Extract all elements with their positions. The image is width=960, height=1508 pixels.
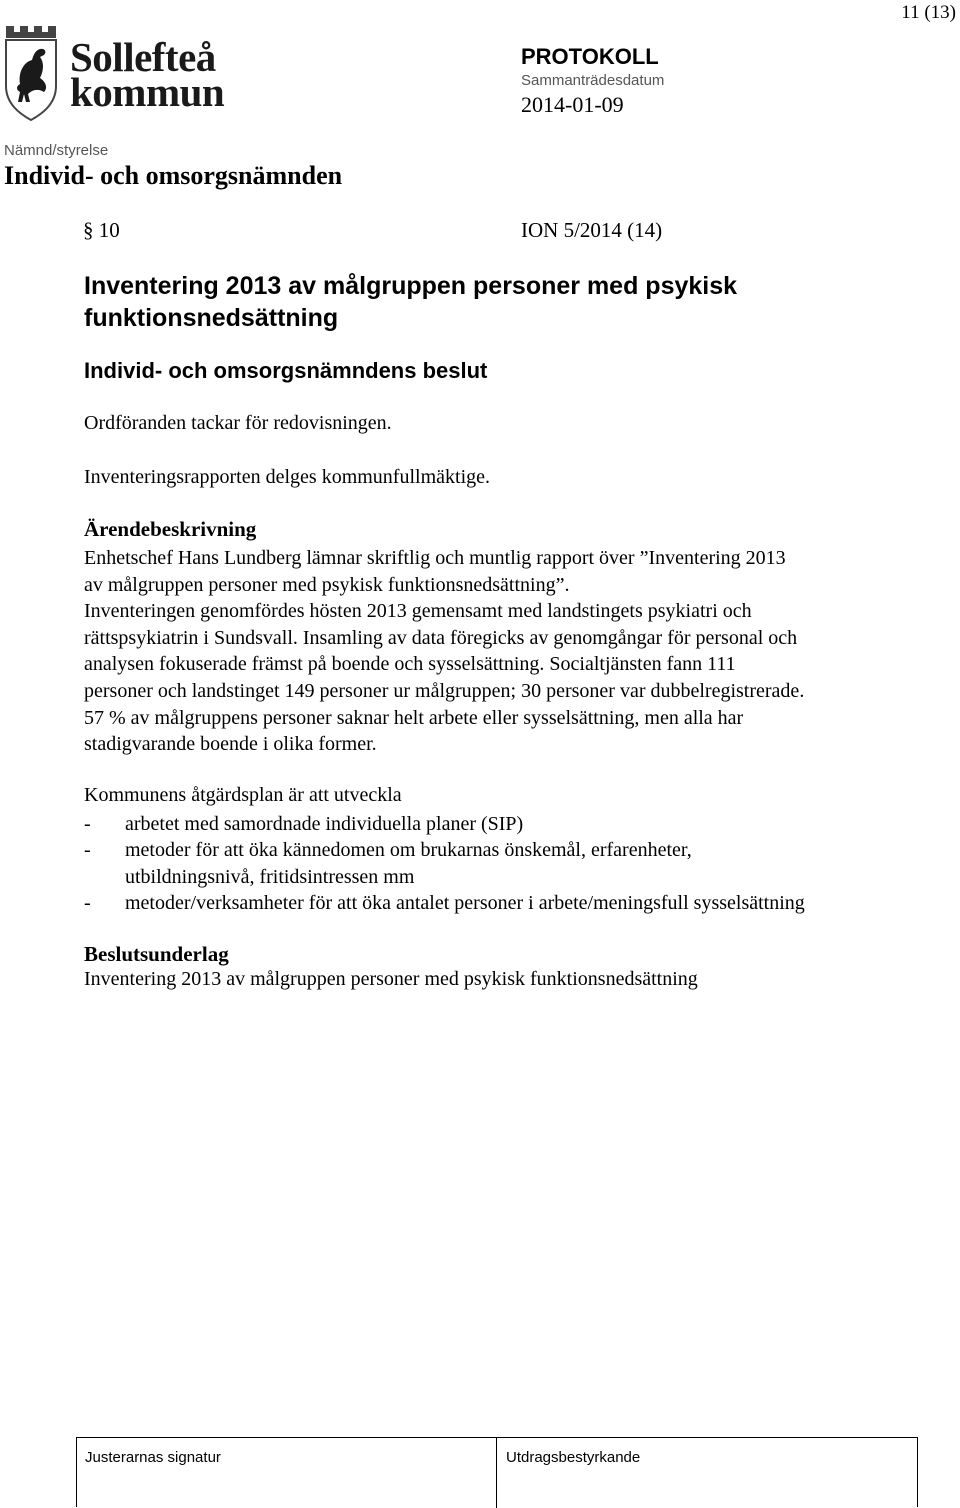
logo-wordmark [70,34,225,115]
meeting-date: 2014-01-09 [521,92,624,117]
adjusters-signature-label: Justerarnas signatur [85,1449,221,1466]
meeting-date-label: Sammanträdesdatum [521,72,665,89]
page-number: 11 (13) [901,2,956,23]
coat-of-arms-capercaillie-icon [2,22,64,122]
certified-extract-label: Utdragsbestyrkande [506,1449,641,1466]
decision-line: Ordföranden tackar för redovisningen. [84,412,392,434]
decision-line: Inventeringsrapporten delges kommunfullmäktige. [84,466,491,488]
bullet-dash: - [84,892,91,914]
action-plan-item-text: metoder för att öka kännedomen om brukarnas önskemål, erfarenheter, [125,839,692,861]
logo-wordmark-line1: Sollefteå [70,34,216,80]
decision-heading: Individ- och omsorgsnämndens beslut [84,358,488,383]
bullet-dash: - [84,813,91,835]
action-plan-intro: Kommunens åtgärdsplan är att utveckla [84,784,402,806]
action-plan-item-text-continued: utbildningsnivå, fritidsintressen mm [125,865,415,888]
paragraph-number: § 10 [83,218,120,242]
board-label: Nämnd/styrelse [4,142,109,159]
case-description-body: Enhetschef Hans Lundberg lämnar skriftlig och muntlig rapport över ”Inventering 2013 av målgruppen personer med psykisk funktionsnedsättning”. Inventeringen genomfördes hösten 2013 gemensamt med landstingets psykiatri och rättspsykiatrin i Sundsvall. Insamling av data föregicks av genomgångar för personal och analysen fokuserade främst på boende och sysselsättning. Socialtjänsten fann 111 personer och landstinget 149 personer ur målgruppen; 30 personer var dubbelregistrerade. 57 % av målgruppens personer saknar helt arbete eller sysselsättning, men alla har stadigvarande boende i olika former. [84,547,805,756]
logo-wordmark-line2: kommun [70,69,225,115]
action-plan-item-text: metoder/verksamheter för att öka antalet personer i arbete/meningsfull sysselsättning [125,892,805,914]
board-name: Individ- och omsorgsnämnden [4,161,343,190]
municipality-logo [2,22,262,130]
basis-item: Inventering 2013 av målgruppen personer med psykisk funktionsnedsättning [84,968,698,990]
signature-box [76,1437,918,1507]
basis-heading: Beslutsunderlag [84,942,229,966]
section-title: Inventering 2013 av målgruppen personer med psykisk funktionsnedsättning [84,272,738,332]
bullet-dash: - [84,839,91,861]
action-plan-item-text: arbetet med samordnade individuella planer (SIP) [125,813,524,835]
document-type: PROTOKOLL [521,44,659,69]
case-number: ION 5/2014 (14) [521,218,663,242]
signature-divider [496,1438,497,1508]
case-description-heading: Ärendebeskrivning [84,517,257,541]
